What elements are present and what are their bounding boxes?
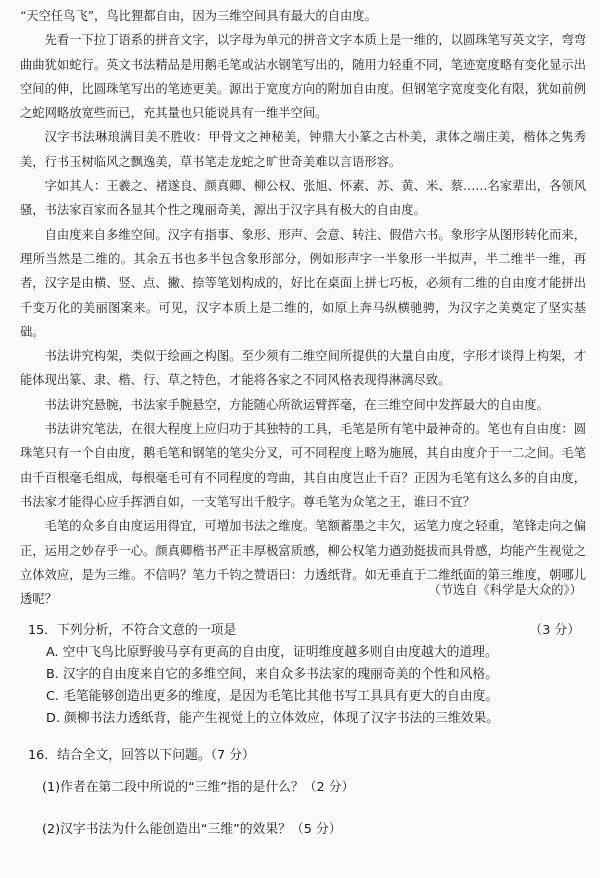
option-d: D. 颜柳书法力透纸背，能产生视觉上的立体效应，体现了汉字书法的三维效果。 (46, 711, 500, 726)
question-16-part-1: (1)作者在第二段中所说的“三维”指的是什么？（2 分） (42, 780, 355, 795)
reading-passage (20, 4, 586, 611)
question-15-score: （3 分） (529, 623, 580, 638)
passage-paragraph: “天空任鸟飞”，鸟比狸都自由，因为三维空间具有最大的自由度。 (20, 9, 377, 23)
question-16 (28, 745, 580, 841)
passage-paragraph: 汉字书法琳琅满目美不胜收：甲骨文之神秘美，钟鼎大小篆之古朴美，隶体之端庄美，楷体之隽秀美，行书玉树临风之飘逸美，草书笔走龙蛇之旷世奇美难以言语形容。 (20, 130, 586, 169)
passage-paragraph: 书法讲究笔法，在很大程度上应归功于其独特的工具，毛笔是所有笔中最神奇的。笔也有自由度：圆珠笔只有一个自由度，鹅毛笔和钢笔的笔尖分叉，可不同程度上略为施展，其自由度介于一二之间。毛笔由千百根毫毛组成，每根毫毛可有不同程度的弯曲，其自由度岂止千百？正因为毛笔有这么多的自由度，书法家才能得心应手挥洒自如，一支笔写出千般字。尊毛笔为众笔之王，谁曰不宜？ (20, 422, 586, 509)
passage-paragraph: 书法讲究构架，类似于绘画之构图。至少须有二维空间所提供的大量自由度，字形才谈得上构架，才能体现出篆、隶、楷、行、草之特色，才能将各家之不同风格表现得淋漓尽致。 (20, 349, 586, 388)
option-b: B. 汉字的自由度来自它的多维空间，来自众多书法家的瑰丽奇美的个性和风格。 (46, 667, 499, 682)
passage-paragraph: 字如其人：王羲之、褚遂良、颜真卿、柳公权、张旭、怀素、苏、黄、米、蔡……名家辈出，各领风骚，书法家百家而各显其个性之瑰丽奇美，源出于汉字具有极大的自由度。 (20, 179, 586, 218)
question-16-part-2: (2)汉字书法为什么能创造出“三维”的效果？（5 分） (42, 822, 342, 837)
option-c: C. 毛笔能够创造出更多的维度，是因为毛笔比其他书写工具具有更大的自由度。 (46, 689, 499, 704)
option-a: A. 空中飞鸟比原野骏马享有更高的自由度，证明维度越多则自由度越大的道理。 (46, 645, 498, 660)
passage-paragraph: 先看一下拉丁语系的拼音文字，以字母为单元的拼音文字本质上是一维的，以圆珠笔写英文字，弯弯曲曲犹如蛇行。英文书法精品是用鹅毛笔或沾水钢笔写出的，随用力轻重不同，笔迹宽度略有变化显示出空间的伸，比圆珠笔写出的笔迹更美。源出于宽度方向的附加自由度。但钢笔字宽度变化有限，犹如前例之蛇网略放宽些而已，充其量也只能说具有一维半空间。 (20, 33, 586, 121)
question-15 (28, 620, 580, 730)
passage-paragraph: 书法讲究悬腕，书法家手腕悬空，方能随心所欲运臂挥毫，在三维空间中发挥最大的自由度。 (44, 397, 549, 412)
question-15-header (28, 620, 580, 642)
question-16-stem: 16．结合全文，回答以下问题。（7 分） (28, 748, 255, 763)
passage-source: （节选自《科学是大众的》） (428, 583, 582, 597)
passage-paragraph: 毛笔的众多自由度运用得宜，可增加书法之维度。笔额蓄墨之丰欠，运笔力度之轻重，笔锋走向之偏正，运用之妙存乎一心。颜真卿楷书严正丰厚极富质感，柳公权笔力遒劲挺拔而具骨感，均能产生视觉之立体效应，是为三维。不信吗？笔力千钧之赞语曰：力透纸背。如无垂直于二维纸面的第三维度，朝哪儿透呢？ (20, 519, 586, 607)
passage-paragraph: 自由度来自多维空间。汉字有指事、象形、形声、会意、转注、假借六书。象形字从图形转化而来，理所当然是二维的。其余五书也多半包含象形部分，例如形声字一半象形一半拟声，半二维半一维，再者，汉字是由横、竖、点、撇、捺等笔划构成的，好比在桌面上拼七巧板，必须有二维的自由度才能拼出千变万化的美丽图案来。可见，汉字本质上是二维的，如原上奔马纵横驰骋，为汉字之美奠定了坚实基础。 (20, 227, 586, 339)
question-15-stem: 15．下列分析，不符合文意的一项是 (28, 623, 237, 638)
